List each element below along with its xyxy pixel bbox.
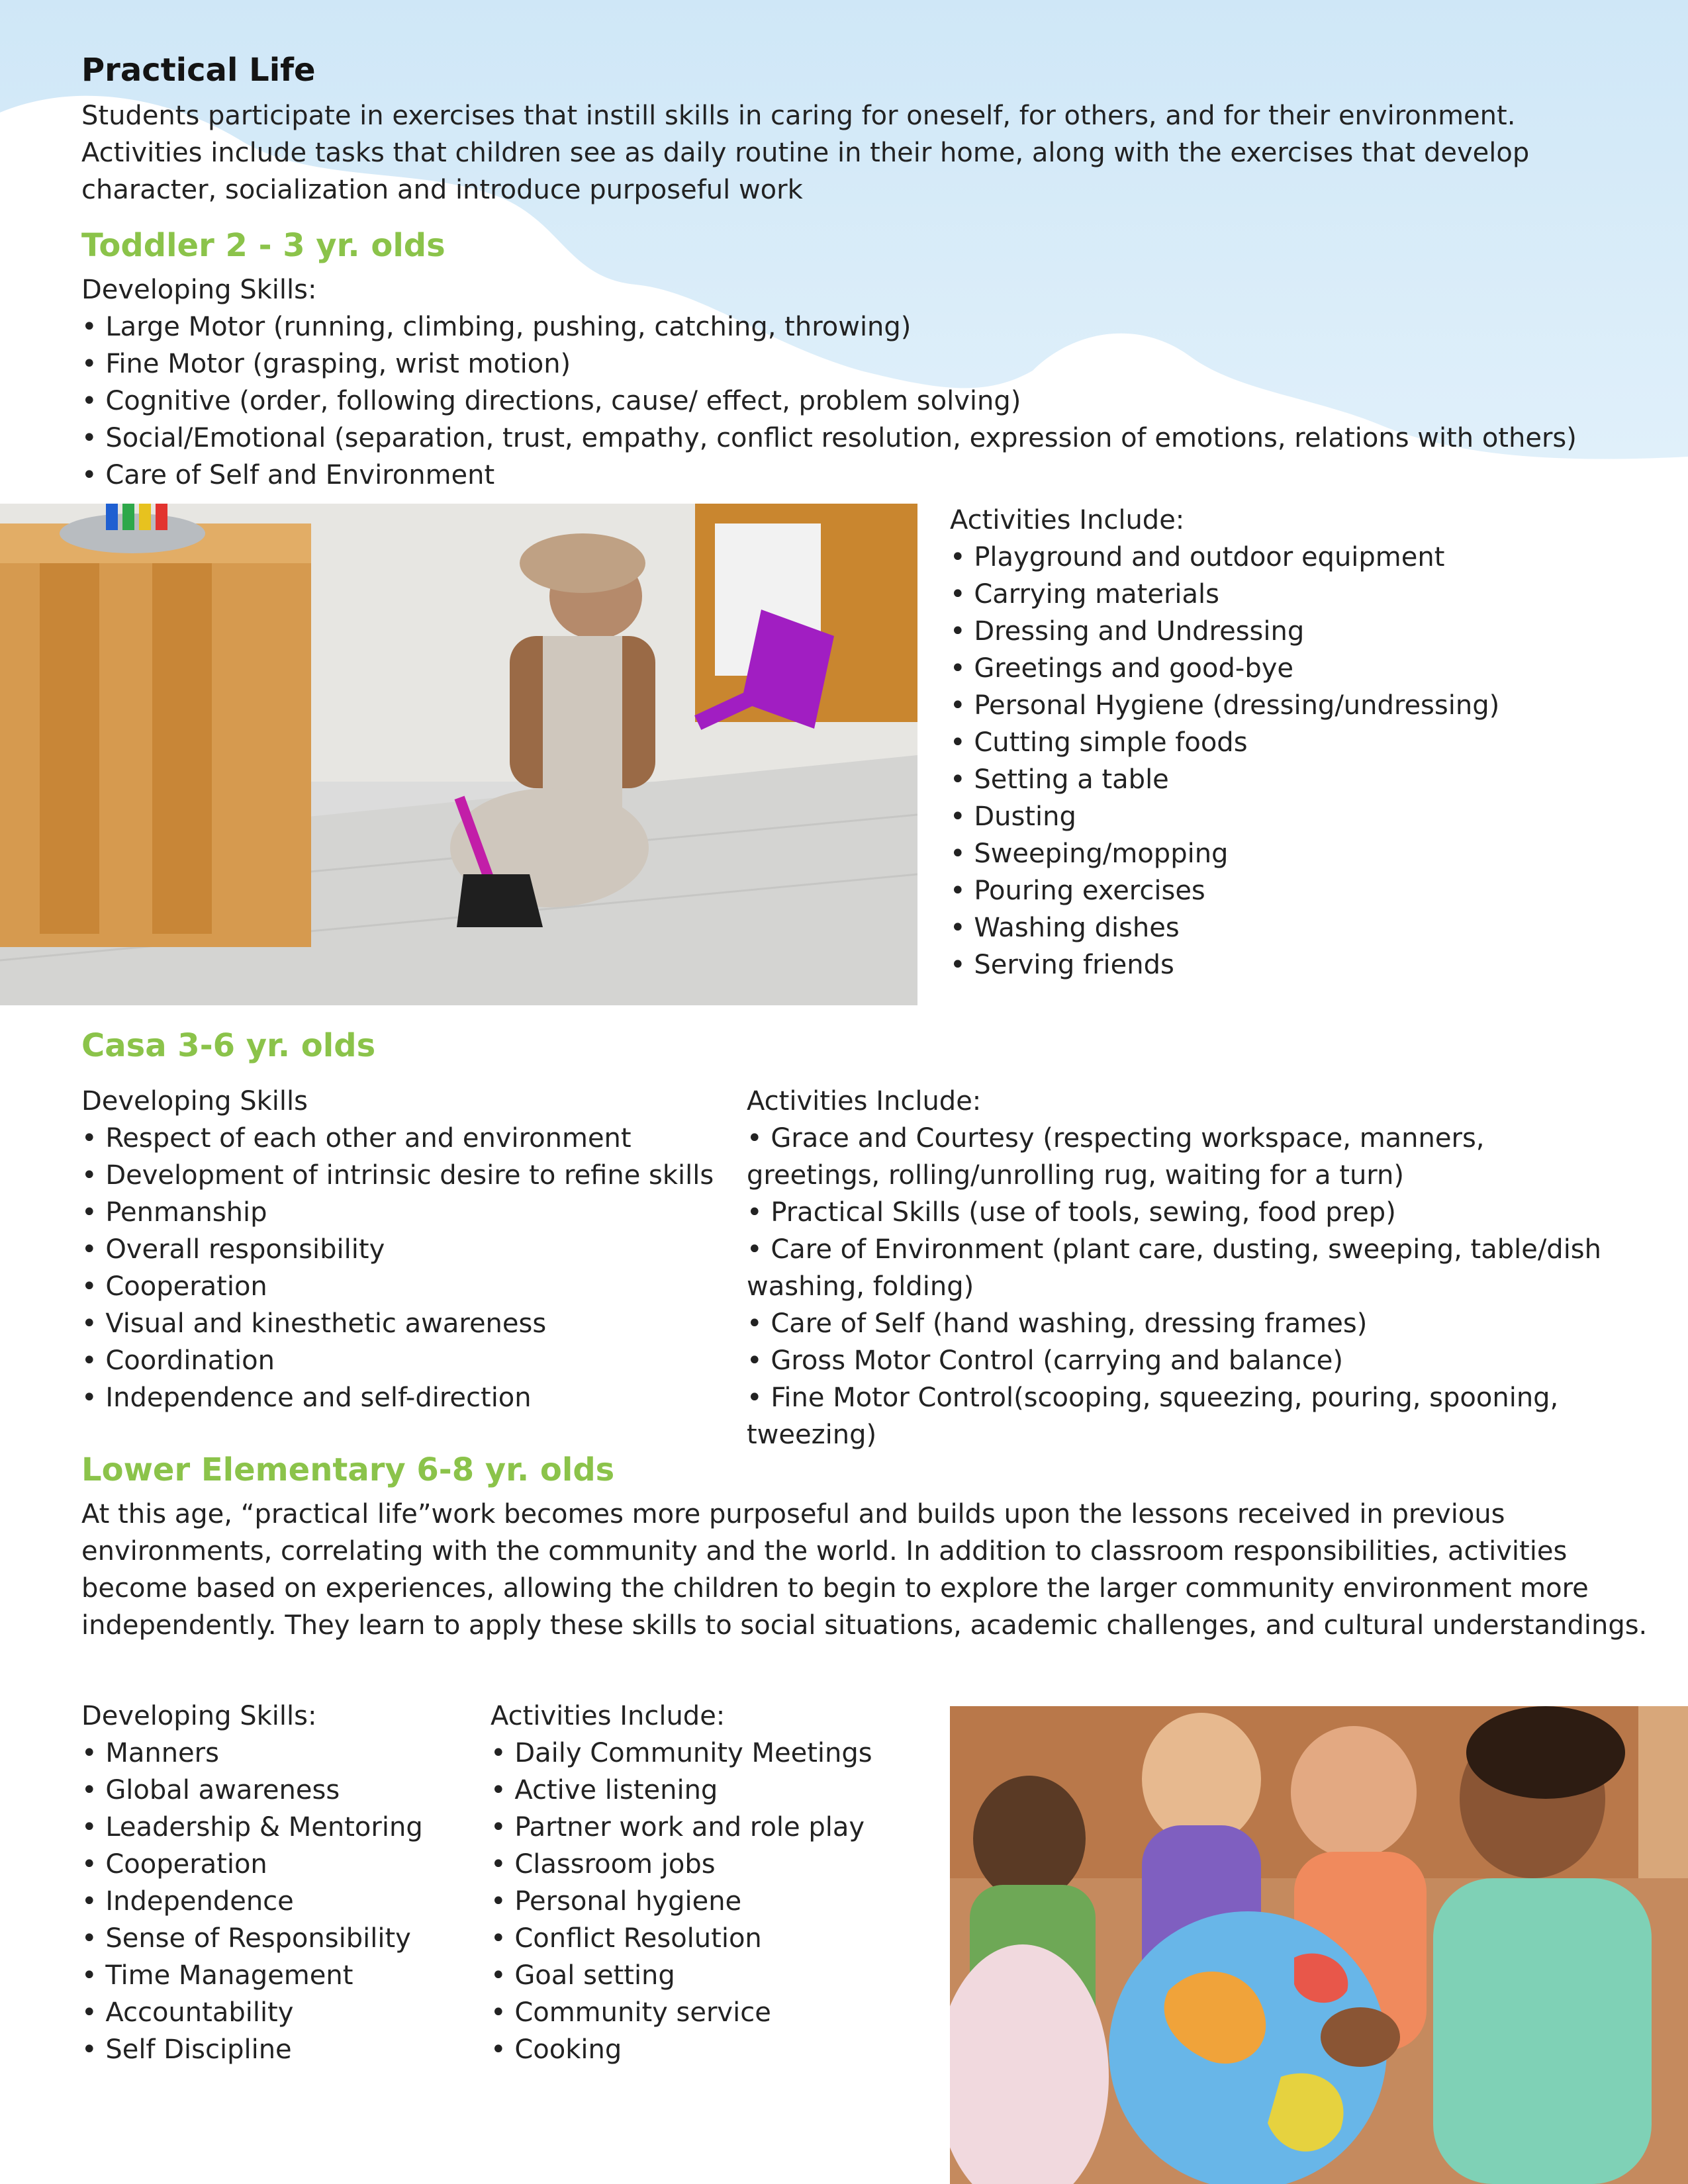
- list-item: • Greetings and good-bye: [950, 650, 1678, 687]
- list-item: • Grace and Courtesy (respecting workspace, manners, greetings, rolling/unrolling rug, waiting for a turn): [747, 1120, 1607, 1194]
- list-item: • Care of Self and Environment: [81, 457, 1644, 494]
- list-item: • Active listening: [491, 1772, 941, 1809]
- list-item: • Sense of Responsibility: [81, 1920, 492, 1957]
- list-item: • Washing dishes: [950, 909, 1678, 946]
- list-item: • Playground and outdoor equipment: [950, 539, 1678, 576]
- teacher-globe-photo: [950, 1706, 1688, 2184]
- list-item: • Cooperation: [81, 1846, 492, 1883]
- list-item: • Time Management: [81, 1957, 492, 1994]
- toddler-skills-heading: Developing Skills:: [81, 275, 317, 305]
- page-title: Practical Life: [81, 52, 316, 89]
- list-item: • Overall responsibility: [81, 1231, 737, 1268]
- lower-elementary-skills-list: [81, 1698, 492, 2068]
- list-item: • Social/Emotional (separation, trust, empathy, conflict resolution, expression of emotions, relations with others): [81, 420, 1644, 457]
- list-item: • Gross Motor Control (carrying and balance): [747, 1342, 1607, 1379]
- casa-skills-heading: Developing Skills: [81, 1086, 308, 1116]
- list-item: • Carrying materials: [950, 576, 1678, 613]
- list-item: • Penmanship: [81, 1194, 737, 1231]
- list-item: • Sweeping/mopping: [950, 835, 1678, 872]
- list-item: • Global awareness: [81, 1772, 492, 1809]
- lower-elementary-activities-list: [491, 1698, 941, 2068]
- list-item: • Large Motor (running, climbing, pushing, catching, throwing): [81, 308, 1644, 345]
- list-item: • Independence: [81, 1883, 492, 1920]
- lower-elementary-skills-heading: Developing Skills:: [81, 1701, 317, 1731]
- list-item: • Setting a table: [950, 761, 1678, 798]
- list-item: • Independence and self-direction: [81, 1379, 737, 1416]
- casa-skills-list: [81, 1083, 737, 1416]
- list-item: • Cutting simple foods: [950, 724, 1678, 761]
- lower-elementary-activities-heading: Activities Include:: [491, 1701, 726, 1731]
- casa-activities-list: [747, 1083, 1607, 1453]
- list-item: • Fine Motor Control(scooping, squeezing, pouring, spooning, tweezing): [747, 1379, 1607, 1453]
- practical-life-intro: Students participate in exercises that instill skills in caring for oneself, for others, and for their environment. Activities include tasks that children see as daily routine in their home, along with the exercises that develop character, socialization and introduce purposeful work: [81, 101, 1530, 205]
- toddler-activities-list: [950, 502, 1678, 983]
- list-item: • Respect of each other and environment: [81, 1120, 737, 1157]
- list-item: • Partner work and role play: [491, 1809, 941, 1846]
- toddler-skills-list: [81, 271, 1644, 494]
- list-item: • Manners: [81, 1735, 492, 1772]
- casa-section-title: Casa 3-6 yr. olds: [81, 1027, 376, 1064]
- list-item: • Care of Self (hand washing, dressing frames): [747, 1305, 1607, 1342]
- list-item: • Personal hygiene: [491, 1883, 941, 1920]
- list-item: • Self Discipline: [81, 2031, 492, 2068]
- list-item: • Coordination: [81, 1342, 737, 1379]
- list-item: • Cognitive (order, following directions, cause/ effect, problem solving): [81, 383, 1644, 420]
- toddler-section-title: Toddler 2 - 3 yr. olds: [81, 227, 445, 264]
- list-item: • Classroom jobs: [491, 1846, 941, 1883]
- list-item: • Dressing and Undressing: [950, 613, 1678, 650]
- list-item: • Goal setting: [491, 1957, 941, 1994]
- list-item: • Dusting: [950, 798, 1678, 835]
- list-item: • Daily Community Meetings: [491, 1735, 941, 1772]
- casa-activities-heading: Activities Include:: [747, 1086, 982, 1116]
- list-item: • Leadership & Mentoring: [81, 1809, 492, 1846]
- list-item: • Conflict Resolution: [491, 1920, 941, 1957]
- list-item: • Fine Motor (grasping, wrist motion): [81, 345, 1644, 383]
- lower-elementary-section-title: Lower Elementary 6-8 yr. olds: [81, 1451, 615, 1488]
- toddler-sweeping-photo: [0, 504, 917, 1005]
- list-item: • Cooking: [491, 2031, 941, 2068]
- list-item: • Practical Skills (use of tools, sewing, food prep): [747, 1194, 1607, 1231]
- list-item: • Pouring exercises: [950, 872, 1678, 909]
- list-item: • Cooperation: [81, 1268, 737, 1305]
- list-item: • Accountability: [81, 1994, 492, 2031]
- list-item: • Visual and kinesthetic awareness: [81, 1305, 737, 1342]
- list-item: • Serving friends: [950, 946, 1678, 983]
- list-item: • Care of Environment (plant care, dusting, sweeping, table/dish washing, folding): [747, 1231, 1607, 1305]
- list-item: • Personal Hygiene (dressing/undressing): [950, 687, 1678, 724]
- list-item: • Community service: [491, 1994, 941, 2031]
- toddler-activities-heading: Activities Include:: [950, 505, 1185, 535]
- list-item: • Development of intrinsic desire to refine skills: [81, 1157, 737, 1194]
- lower-elementary-intro: At this age, “practical life”work becomes more purposeful and builds upon the lessons received in previous environments, correlating with the community and the world. In addition to classroom responsibilities, activities become based on experiences, allowing the children to begin to explore the larger community environment more independently. They learn to apply these skills to social situations, academic challenges, and cultural understandings.: [81, 1499, 1648, 1641]
